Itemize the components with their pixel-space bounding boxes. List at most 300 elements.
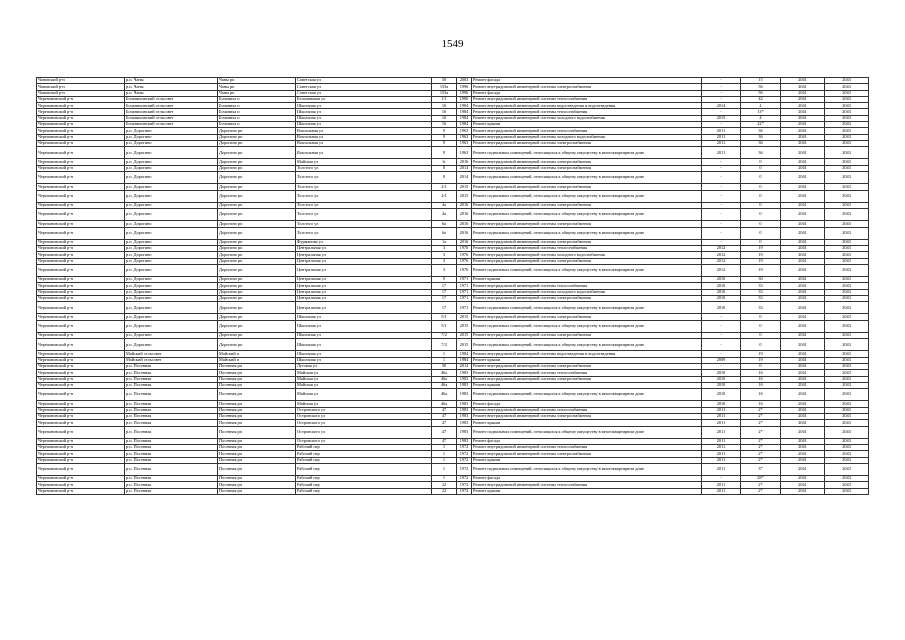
last-repair-year-cell: 2012 bbox=[702, 258, 741, 264]
house-number-cell: 1 bbox=[432, 445, 457, 451]
work-type-cell: Ремонт внутридомовой инженерной системы электроснабжения bbox=[472, 221, 702, 227]
last-repair-year-cell: - bbox=[702, 78, 741, 84]
build-year-cell: 1971 bbox=[457, 283, 472, 289]
district-cell: Черепановский р-н bbox=[37, 320, 125, 332]
last-repair-year-cell: - bbox=[702, 364, 741, 370]
locality-cell: Посевная рп bbox=[218, 482, 296, 488]
build-year-cell: 2016 bbox=[457, 221, 472, 227]
street-cell: Школьная ул bbox=[296, 103, 432, 109]
house-number-cell: 3 bbox=[432, 258, 457, 264]
street-cell: Центральная ул bbox=[296, 277, 432, 283]
house-number-cell: 1 bbox=[432, 476, 457, 482]
last-repair-year-cell: - bbox=[702, 84, 741, 90]
plan-end-year-cell: 2043 bbox=[825, 109, 869, 115]
plan-end-year-cell: 2043 bbox=[825, 488, 869, 494]
build-year-cell: 1972 bbox=[457, 445, 472, 451]
district-cell: Черепановский р-н bbox=[37, 413, 125, 419]
plan-end-year-cell: 2043 bbox=[825, 370, 869, 376]
house-number-cell: 7/2 bbox=[432, 332, 457, 338]
street-cell: Советская ул bbox=[296, 84, 432, 90]
work-type-cell: Ремонт подвальных помещений, относящихся к общему имуществу в многоквартирном доме bbox=[472, 339, 702, 351]
house-number-cell: 9 bbox=[432, 140, 457, 146]
plan-start-year-cell: 2041 bbox=[781, 420, 825, 426]
locality-cell: Дорогино рп bbox=[218, 258, 296, 264]
locality-cell: Дорогино рп bbox=[218, 128, 296, 134]
house-number-cell: 1г bbox=[432, 159, 457, 165]
house-number-cell: 9 bbox=[432, 147, 457, 159]
locality-cell: Дорогино рп bbox=[218, 314, 296, 320]
work-type-cell: Ремонт крыши bbox=[472, 122, 702, 128]
district-cell: Черепановский р-н bbox=[37, 202, 125, 208]
plan-start-year-cell: 2041 bbox=[781, 463, 825, 475]
plan-start-year-cell: 2041 bbox=[781, 245, 825, 251]
plan-start-year-cell: 2041 bbox=[781, 451, 825, 457]
locality-cell: Посевная рп bbox=[218, 364, 296, 370]
house-number-cell: 2/1 bbox=[432, 190, 457, 202]
last-repair-year-cell: - bbox=[702, 221, 741, 227]
street-cell: Школьная ул bbox=[296, 332, 432, 338]
plan-end-year-cell: 2043 bbox=[825, 482, 869, 488]
locality-cell: Дорогино рп bbox=[218, 227, 296, 239]
street-cell: Школьная ул bbox=[296, 115, 432, 121]
build-year-cell: 2015 bbox=[457, 339, 472, 351]
plan-start-year-cell: 2041 bbox=[781, 482, 825, 488]
street-cell: Бельняновая ул bbox=[296, 96, 432, 102]
locality-cell: Дорогино рп bbox=[218, 289, 296, 295]
plan-end-year-cell: 2043 bbox=[825, 140, 869, 146]
street-cell: Майская ул bbox=[296, 159, 432, 165]
house-number-cell: 4а bbox=[432, 209, 457, 221]
locality-cell: Дорогино рп bbox=[218, 202, 296, 208]
locality-cell: Дорогино рп bbox=[218, 332, 296, 338]
wear-percent-cell: 19 bbox=[741, 351, 781, 357]
wear-percent-cell: 0 bbox=[741, 314, 781, 320]
street-cell: Толстого ул bbox=[296, 221, 432, 227]
build-year-cell: 2015 bbox=[457, 184, 472, 190]
locality-cell: Дорогино рп bbox=[218, 239, 296, 245]
table-row bbox=[37, 426, 869, 438]
municipality-cell: р.п. Посевная bbox=[125, 463, 218, 475]
build-year-cell: 1963 bbox=[457, 147, 472, 159]
plan-end-year-cell: 2043 bbox=[825, 364, 869, 370]
work-type-cell: Ремонт внутридомовой инженерной системы теплоснабжения bbox=[472, 283, 702, 289]
district-cell: Черепановский р-н bbox=[37, 339, 125, 351]
locality-cell: Посевная рп bbox=[218, 445, 296, 451]
house-number-cell: 47 bbox=[432, 420, 457, 426]
work-type-cell: Ремонт фасада bbox=[472, 476, 702, 482]
last-repair-year-cell: 2012 bbox=[702, 264, 741, 276]
house-number-cell: 46а bbox=[432, 370, 457, 376]
house-number-cell: 155а bbox=[432, 84, 457, 90]
district-cell: Черепановский р-н bbox=[37, 264, 125, 276]
house-number-cell: 17 bbox=[432, 289, 457, 295]
build-year-cell: 2016 bbox=[457, 239, 472, 245]
table-row bbox=[37, 488, 869, 494]
plan-start-year-cell: 2041 bbox=[781, 103, 825, 109]
last-repair-year-cell: - bbox=[702, 351, 741, 357]
plan-start-year-cell: 2041 bbox=[781, 202, 825, 208]
work-type-cell: Ремонт крыши bbox=[472, 357, 702, 363]
plan-end-year-cell: 2043 bbox=[825, 339, 869, 351]
work-type-cell: Ремонт подвальных помещений, относящихся к общему имуществу в многоквартирном доме bbox=[472, 389, 702, 401]
wear-percent-cell: 2* bbox=[741, 407, 781, 413]
plan-start-year-cell: 2041 bbox=[781, 277, 825, 283]
house-number-cell: 4а bbox=[432, 202, 457, 208]
municipality-cell: р.п. Посевная bbox=[125, 445, 218, 451]
locality-cell: Чаны рп bbox=[218, 90, 296, 96]
house-number-cell: 5/1 bbox=[432, 320, 457, 332]
plan-end-year-cell: 2043 bbox=[825, 258, 869, 264]
wear-percent-cell: 19 bbox=[741, 264, 781, 276]
build-year-cell: 1983 bbox=[457, 420, 472, 426]
street-cell: Школьная ул bbox=[296, 357, 432, 363]
build-year-cell: 2014 bbox=[457, 364, 472, 370]
district-cell: Черепановский р-н bbox=[37, 140, 125, 146]
district-cell: Черепановский р-н bbox=[37, 96, 125, 102]
build-year-cell: 1972 bbox=[457, 476, 472, 482]
plan-end-year-cell: 2043 bbox=[825, 451, 869, 457]
build-year-cell: 1976 bbox=[457, 258, 472, 264]
municipality-cell: р.п. Дорогино bbox=[125, 258, 218, 264]
build-year-cell: 1996 bbox=[457, 90, 472, 96]
district-cell: Черепановский р-н bbox=[37, 382, 125, 388]
municipality-cell: р.п. Дорогино bbox=[125, 128, 218, 134]
wear-percent-cell: 36 bbox=[741, 128, 781, 134]
plan-end-year-cell: 2043 bbox=[825, 407, 869, 413]
locality-cell: Дорогино рп bbox=[218, 295, 296, 301]
street-cell: Толстого ул bbox=[296, 172, 432, 184]
last-repair-year-cell: 2011 bbox=[702, 147, 741, 159]
build-year-cell: 2014 bbox=[457, 172, 472, 184]
house-number-cell: 16 bbox=[432, 103, 457, 109]
last-repair-year-cell: 2010 bbox=[702, 289, 741, 295]
district-cell: Чановский р-н bbox=[37, 78, 125, 84]
street-cell: Толстого ул bbox=[296, 209, 432, 221]
municipality-cell: р.п. Дорогино bbox=[125, 202, 218, 208]
table-row bbox=[37, 339, 869, 351]
locality-cell: Бочаниха п bbox=[218, 122, 296, 128]
plan-end-year-cell: 2043 bbox=[825, 351, 869, 357]
work-type-cell: Ремонт внутридомовой инженерной системы электроснабжения bbox=[472, 239, 702, 245]
district-cell: Черепановский р-н bbox=[37, 295, 125, 301]
plan-end-year-cell: 2043 bbox=[825, 209, 869, 221]
locality-cell: Дорогино рп bbox=[218, 190, 296, 202]
street-cell: Рабочий пер bbox=[296, 463, 432, 475]
plan-end-year-cell: 2043 bbox=[825, 172, 869, 184]
district-cell: Черепановский р-н bbox=[37, 277, 125, 283]
plan-start-year-cell: 2041 bbox=[781, 209, 825, 221]
work-type-cell: Ремонт подвальных помещений, относящихся к общему имуществу в многоквартирном доме bbox=[472, 147, 702, 159]
work-type-cell: Ремонт внутридомовой инженерной системы электроснабжения bbox=[472, 314, 702, 320]
municipality-cell: р.п. Дорогино bbox=[125, 277, 218, 283]
municipality-cell: р.п. Дорогино bbox=[125, 221, 218, 227]
district-cell: Черепановский р-н bbox=[37, 239, 125, 245]
page-number: 1549 bbox=[441, 38, 464, 50]
wear-percent-cell: 16 bbox=[741, 401, 781, 407]
wear-percent-cell: 2* bbox=[741, 420, 781, 426]
plan-start-year-cell: 2041 bbox=[781, 382, 825, 388]
last-repair-year-cell: - bbox=[702, 184, 741, 190]
wear-percent-cell: 30 bbox=[741, 277, 781, 283]
wear-percent-cell: 0 bbox=[741, 221, 781, 227]
district-cell: Черепановский р-н bbox=[37, 420, 125, 426]
plan-end-year-cell: 2043 bbox=[825, 420, 869, 426]
build-year-cell: 1971 bbox=[457, 289, 472, 295]
locality-cell: Чаны рп bbox=[218, 78, 296, 84]
table-row bbox=[37, 389, 869, 401]
wear-percent-cell: 0 bbox=[741, 320, 781, 332]
district-cell: Черепановский р-н bbox=[37, 407, 125, 413]
house-number-cell: 3 bbox=[432, 264, 457, 276]
house-number-cell: 47 bbox=[432, 407, 457, 413]
wear-percent-cell: 19 bbox=[741, 245, 781, 251]
last-repair-year-cell: 2010 bbox=[702, 283, 741, 289]
house-number-cell: 3 bbox=[432, 245, 457, 251]
table-row bbox=[37, 190, 869, 202]
locality-cell: Посевная рп bbox=[218, 463, 296, 475]
locality-cell: Посевная рп bbox=[218, 438, 296, 444]
wear-percent-cell: 19 bbox=[741, 252, 781, 258]
municipality-cell: р.п. Дорогино bbox=[125, 295, 218, 301]
plan-start-year-cell: 2041 bbox=[781, 332, 825, 338]
house-number-cell: 22 bbox=[432, 488, 457, 494]
build-year-cell: 1963 bbox=[457, 134, 472, 140]
build-year-cell: 1963 bbox=[457, 128, 472, 134]
work-type-cell: Ремонт фасада bbox=[472, 438, 702, 444]
last-repair-year-cell: - bbox=[702, 165, 741, 171]
locality-cell: Дорогино рп bbox=[218, 209, 296, 221]
plan-end-year-cell: 2043 bbox=[825, 103, 869, 109]
house-number-cell: 1 bbox=[432, 351, 457, 357]
last-repair-year-cell: 2010 bbox=[702, 389, 741, 401]
plan-end-year-cell: 2043 bbox=[825, 314, 869, 320]
last-repair-year-cell: - bbox=[702, 320, 741, 332]
locality-cell: Посевная рп bbox=[218, 488, 296, 494]
district-cell: Черепановский р-н bbox=[37, 227, 125, 239]
build-year-cell: 1984 bbox=[457, 109, 472, 115]
build-year-cell: 1983 bbox=[457, 382, 472, 388]
build-year-cell: 2016 bbox=[457, 227, 472, 239]
municipality-cell: р.п. Дорогино bbox=[125, 134, 218, 140]
municipality-cell: р.п. Посевная bbox=[125, 389, 218, 401]
house-number-cell: 17 bbox=[432, 283, 457, 289]
work-type-cell: Ремонт фасада bbox=[472, 90, 702, 96]
municipality-cell: Бочанихинский сельсовет bbox=[125, 103, 218, 109]
locality-cell: Посевная рп bbox=[218, 389, 296, 401]
locality-cell: Майский п bbox=[218, 357, 296, 363]
build-year-cell: 1972 bbox=[457, 488, 472, 494]
house-number-cell: 46а bbox=[432, 376, 457, 382]
locality-cell: Дорогино рп bbox=[218, 277, 296, 283]
plan-start-year-cell: 2041 bbox=[781, 488, 825, 494]
plan-start-year-cell: 2041 bbox=[781, 283, 825, 289]
plan-end-year-cell: 2043 bbox=[825, 239, 869, 245]
plan-start-year-cell: 2041 bbox=[781, 376, 825, 382]
municipality-cell: р.п. Дорогино bbox=[125, 159, 218, 165]
street-cell: Толстого ул bbox=[296, 227, 432, 239]
work-type-cell: Ремонт внутридомовой инженерной системы холодного водоснабжения bbox=[472, 289, 702, 295]
municipality-cell: Майский сельсовет bbox=[125, 351, 218, 357]
wear-percent-cell: 16 bbox=[741, 382, 781, 388]
street-cell: Школьная ул bbox=[296, 109, 432, 115]
work-type-cell: Ремонт крыши bbox=[472, 382, 702, 388]
plan-end-year-cell: 2043 bbox=[825, 413, 869, 419]
build-year-cell: 1972 bbox=[457, 482, 472, 488]
street-cell: Майская ул bbox=[296, 389, 432, 401]
plan-start-year-cell: 2041 bbox=[781, 140, 825, 146]
house-number-cell: 6а bbox=[432, 221, 457, 227]
district-cell: Черепановский р-н bbox=[37, 364, 125, 370]
build-year-cell: 2016 bbox=[457, 159, 472, 165]
locality-cell: Посевная рп bbox=[218, 426, 296, 438]
plan-end-year-cell: 2043 bbox=[825, 252, 869, 258]
work-type-cell: Ремонт фасада bbox=[472, 401, 702, 407]
district-cell: Черепановский р-н bbox=[37, 332, 125, 338]
municipality-cell: р.п. Дорогино bbox=[125, 190, 218, 202]
street-cell: Центральная ул bbox=[296, 283, 432, 289]
table-row bbox=[37, 320, 869, 332]
municipality-cell: р.п. Посевная bbox=[125, 457, 218, 463]
last-repair-year-cell: 2010 bbox=[702, 295, 741, 301]
build-year-cell: 2015 bbox=[457, 320, 472, 332]
municipality-cell: р.п. Чаны bbox=[125, 78, 218, 84]
house-number-cell: 47 bbox=[432, 426, 457, 438]
last-repair-year-cell: - bbox=[702, 122, 741, 128]
wear-percent-cell: 22* bbox=[741, 122, 781, 128]
plan-start-year-cell: 2041 bbox=[781, 128, 825, 134]
last-repair-year-cell: - bbox=[702, 239, 741, 245]
house-number-cell: 2/1 bbox=[432, 184, 457, 190]
wear-percent-cell: 16 bbox=[741, 370, 781, 376]
district-cell: Черепановский р-н bbox=[37, 389, 125, 401]
street-cell: Центральная ул bbox=[296, 302, 432, 314]
wear-percent-cell: 16 bbox=[741, 389, 781, 401]
build-year-cell: 1972 bbox=[457, 451, 472, 457]
last-repair-year-cell: - bbox=[702, 332, 741, 338]
build-year-cell: 1963 bbox=[457, 140, 472, 146]
municipality-cell: р.п. Посевная bbox=[125, 488, 218, 494]
house-number-cell: 1/1 bbox=[432, 96, 457, 102]
wear-percent-cell: 3* bbox=[741, 463, 781, 475]
last-repair-year-cell: 2011 bbox=[702, 482, 741, 488]
plan-start-year-cell: 2041 bbox=[781, 264, 825, 276]
wear-percent-cell: 2* bbox=[741, 426, 781, 438]
street-cell: Островского ул bbox=[296, 420, 432, 426]
wear-percent-cell: 28* bbox=[741, 476, 781, 482]
work-type-cell: Ремонт внутридомовой инженерной системы теплоснабжения bbox=[472, 128, 702, 134]
table-row bbox=[37, 172, 869, 184]
street-cell: Фурманова ул bbox=[296, 239, 432, 245]
street-cell: Центральная ул bbox=[296, 295, 432, 301]
last-repair-year-cell: 2012 bbox=[702, 245, 741, 251]
street-cell: Толстого ул bbox=[296, 190, 432, 202]
house-number-cell: 16 bbox=[432, 122, 457, 128]
table-row bbox=[37, 264, 869, 276]
build-year-cell: 1984 bbox=[457, 122, 472, 128]
build-year-cell: 1980 bbox=[457, 96, 472, 102]
plan-end-year-cell: 2043 bbox=[825, 320, 869, 332]
wear-percent-cell: 19 bbox=[741, 258, 781, 264]
wear-percent-cell: 2* bbox=[741, 488, 781, 494]
last-repair-year-cell: 2010 bbox=[702, 302, 741, 314]
plan-start-year-cell: 2041 bbox=[781, 258, 825, 264]
plan-start-year-cell: 2041 bbox=[781, 159, 825, 165]
locality-cell: Бочаниха п bbox=[218, 103, 296, 109]
work-type-cell: Ремонт подвальных помещений, относящихся к общему имуществу в многоквартирном доме bbox=[472, 172, 702, 184]
municipality-cell: р.п. Посевная bbox=[125, 420, 218, 426]
municipality-cell: р.п. Дорогино bbox=[125, 172, 218, 184]
plan-end-year-cell: 2043 bbox=[825, 277, 869, 283]
street-cell: Толстого ул bbox=[296, 184, 432, 190]
work-type-cell: Ремонт крыши bbox=[472, 420, 702, 426]
locality-cell: Бочаниха п bbox=[218, 96, 296, 102]
district-cell: Черепановский р-н bbox=[37, 457, 125, 463]
street-cell: Школьная ул bbox=[296, 320, 432, 332]
last-repair-year-cell: 2015 bbox=[702, 115, 741, 121]
work-type-cell: Ремонт внутридомовой инженерной системы электроснабжения bbox=[472, 258, 702, 264]
build-year-cell: 1983 bbox=[457, 370, 472, 376]
wear-percent-cell: 15 bbox=[741, 78, 781, 84]
plan-start-year-cell: 2041 bbox=[781, 115, 825, 121]
district-cell: Черепановский р-н bbox=[37, 488, 125, 494]
plan-end-year-cell: 2043 bbox=[825, 122, 869, 128]
municipality-cell: Бочанихинский сельсовет bbox=[125, 122, 218, 128]
street-cell: Школьная ул bbox=[296, 122, 432, 128]
district-cell: Черепановский р-н bbox=[37, 221, 125, 227]
plan-end-year-cell: 2043 bbox=[825, 438, 869, 444]
plan-start-year-cell: 2041 bbox=[781, 351, 825, 357]
table-row bbox=[37, 147, 869, 159]
plan-end-year-cell: 2043 bbox=[825, 227, 869, 239]
municipality-cell: р.п. Посевная bbox=[125, 438, 218, 444]
build-year-cell: 1976 bbox=[457, 264, 472, 276]
plan-end-year-cell: 2043 bbox=[825, 264, 869, 276]
wear-percent-cell: 0 bbox=[741, 190, 781, 202]
last-repair-year-cell: - bbox=[702, 90, 741, 96]
plan-start-year-cell: 2041 bbox=[781, 165, 825, 171]
district-cell: Черепановский р-н bbox=[37, 134, 125, 140]
build-year-cell: 1983 bbox=[457, 413, 472, 419]
plan-start-year-cell: 2041 bbox=[781, 302, 825, 314]
wear-percent-cell: 0 bbox=[741, 209, 781, 221]
wear-percent-cell: 33 bbox=[741, 289, 781, 295]
last-repair-year-cell: 2011 bbox=[702, 438, 741, 444]
work-type-cell: Ремонт подвальных помещений, относящихся к общему имуществу в многоквартирном доме bbox=[472, 190, 702, 202]
build-year-cell: 1983 bbox=[457, 407, 472, 413]
plan-start-year-cell: 2041 bbox=[781, 357, 825, 363]
municipality-cell: р.п. Дорогино bbox=[125, 245, 218, 251]
locality-cell: Посевная рп bbox=[218, 413, 296, 419]
plan-end-year-cell: 2043 bbox=[825, 445, 869, 451]
build-year-cell: 1983 bbox=[457, 438, 472, 444]
plan-start-year-cell: 2041 bbox=[781, 78, 825, 84]
district-cell: Черепановский р-н bbox=[37, 165, 125, 171]
municipality-cell: р.п. Посевная bbox=[125, 476, 218, 482]
street-cell: Майская ул bbox=[296, 401, 432, 407]
work-type-cell: Ремонт внутридомовой инженерной системы теплоснабжения bbox=[472, 407, 702, 413]
wear-percent-cell: 0 bbox=[741, 172, 781, 184]
district-cell: Черепановский р-н bbox=[37, 445, 125, 451]
plan-start-year-cell: 2041 bbox=[781, 295, 825, 301]
work-type-cell: Ремонт внутридомовой инженерной системы электроснабжения bbox=[472, 451, 702, 457]
district-cell: Черепановский р-н bbox=[37, 476, 125, 482]
district-cell: Черепановский р-н bbox=[37, 357, 125, 363]
district-cell: Черепановский р-н bbox=[37, 172, 125, 184]
district-cell: Чановский р-н bbox=[37, 90, 125, 96]
house-number-cell: 8 bbox=[432, 165, 457, 171]
municipality-cell: р.п. Дорогино bbox=[125, 140, 218, 146]
last-repair-year-cell: 2010 bbox=[702, 401, 741, 407]
